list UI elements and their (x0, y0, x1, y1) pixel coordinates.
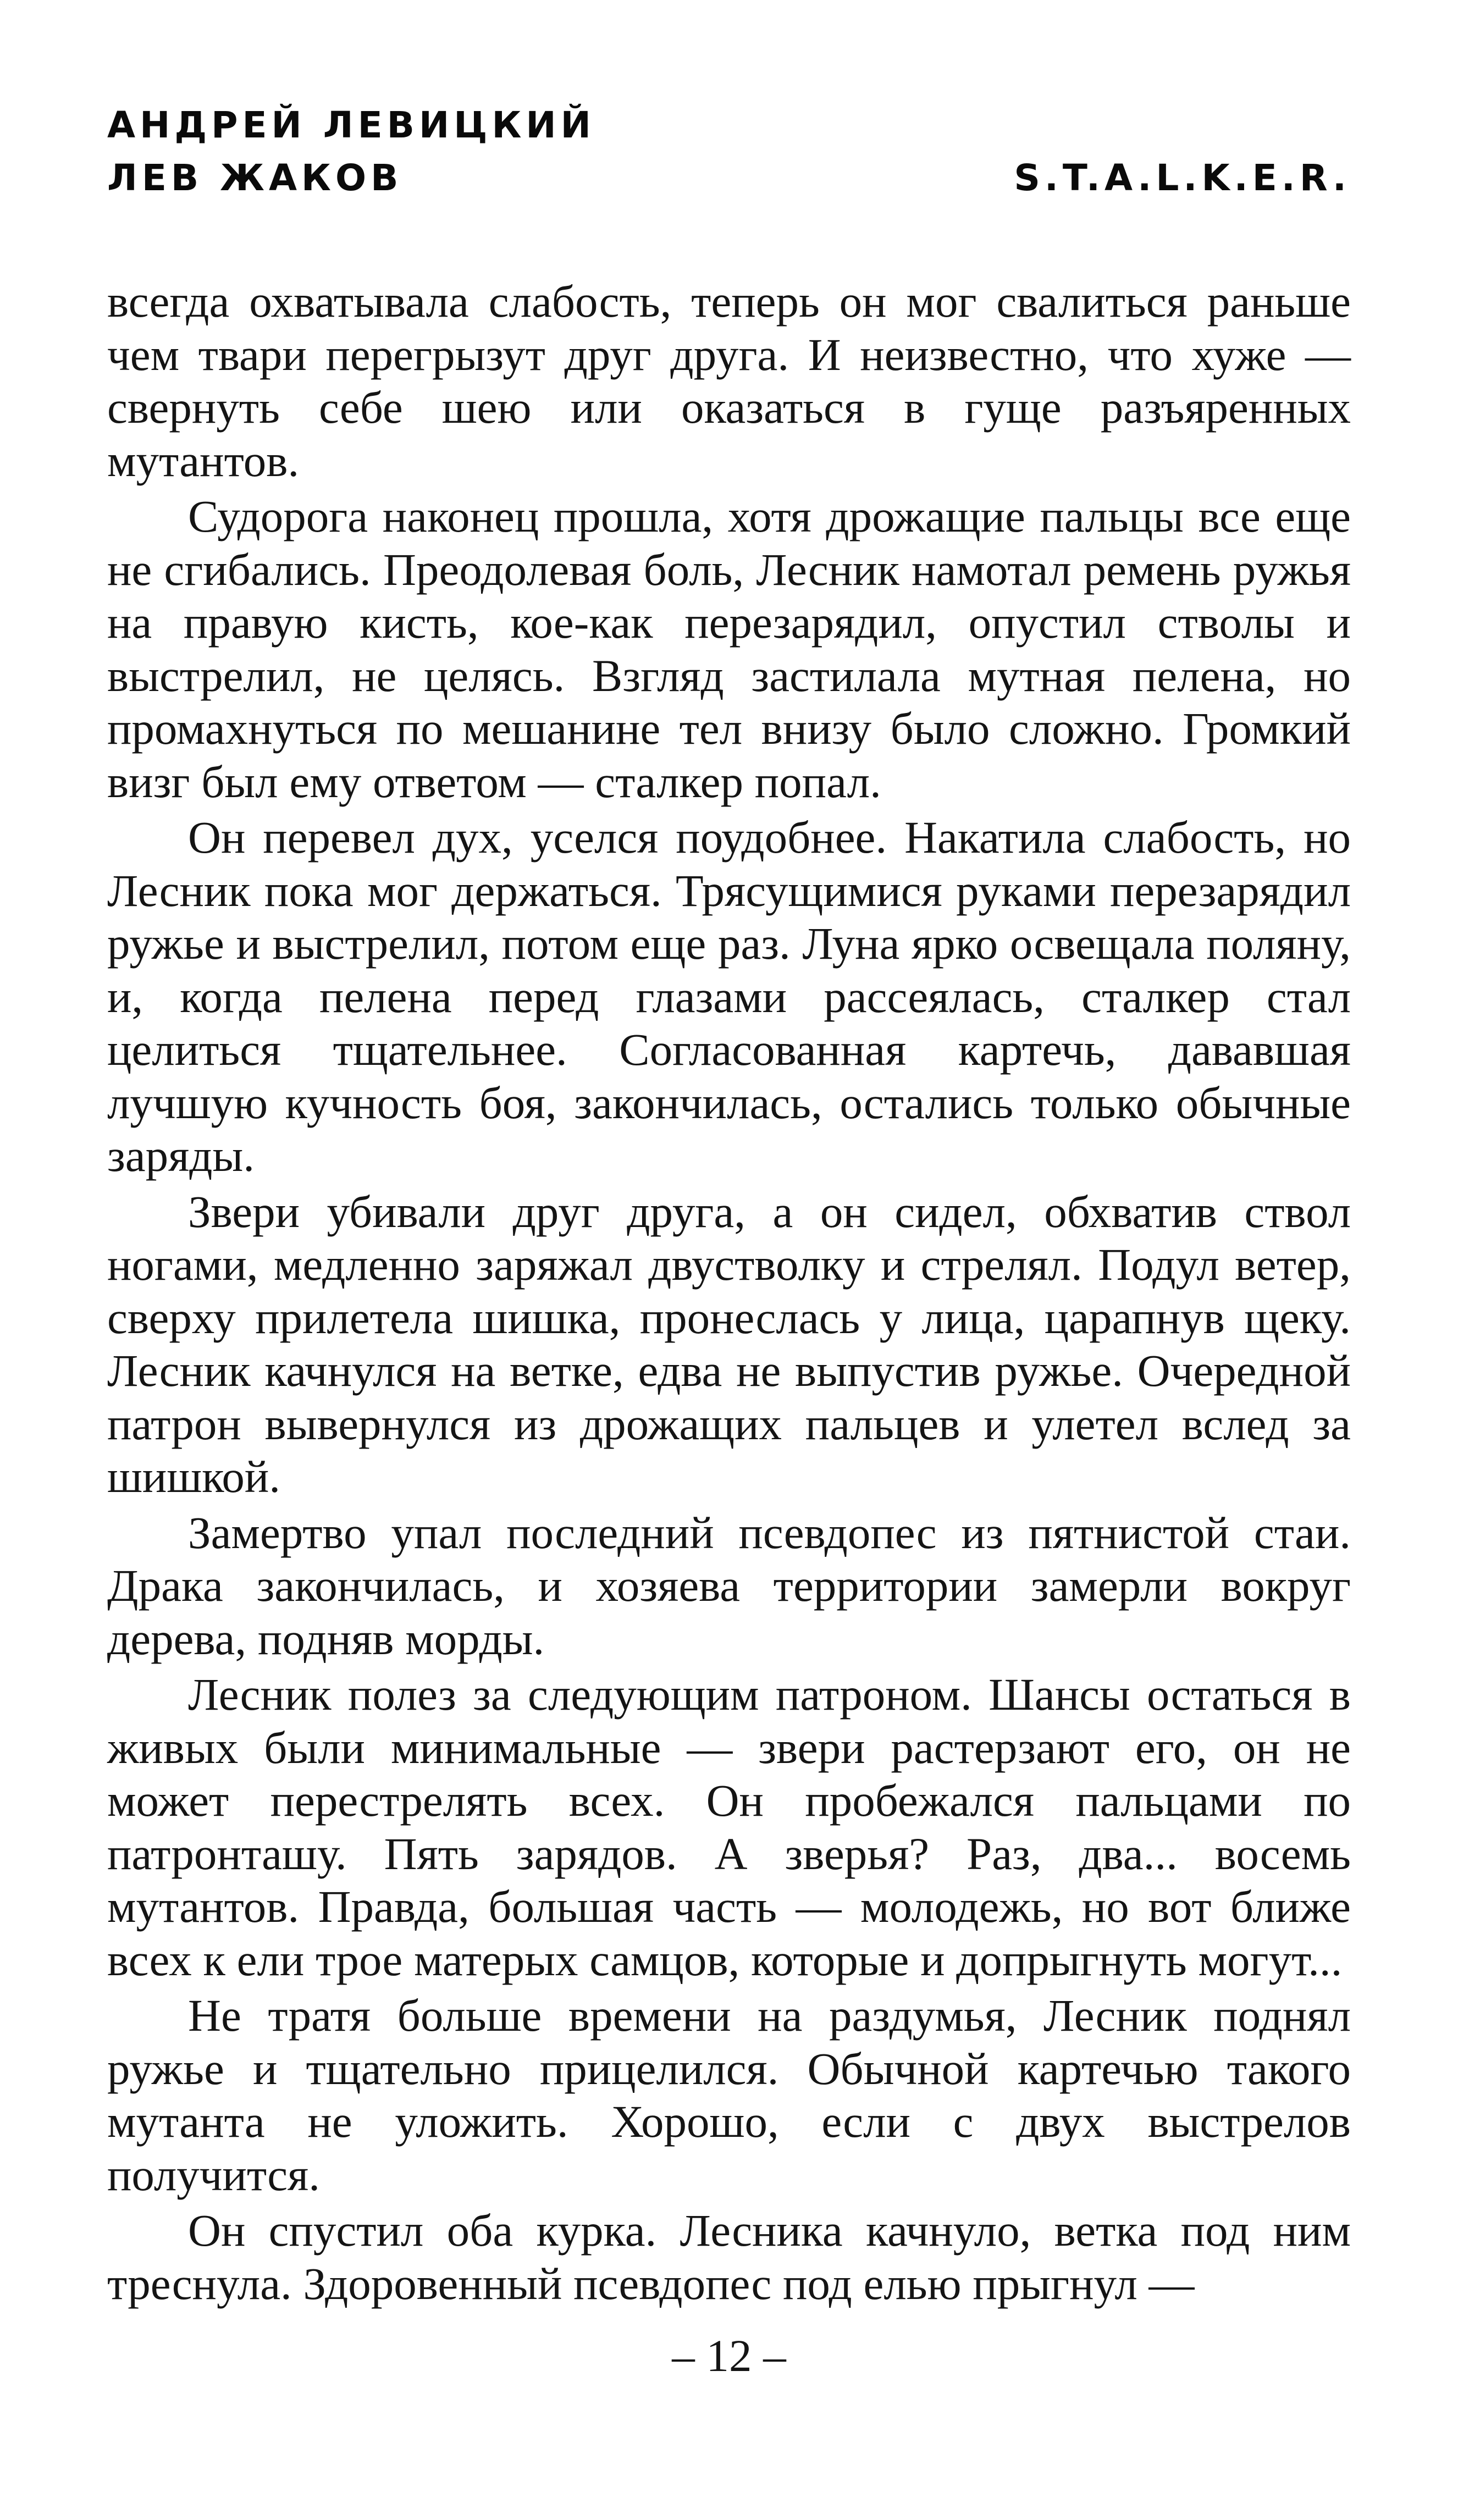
paragraph: всегда охватывала слабость, теперь он мог свалиться раньше чем твари перегрызут друг друга. И неизвестно, что хуже — свернуть себе шею или оказаться в гуще разъяренных мутантов. (107, 276, 1351, 486)
author-name: ЛЕВ ЖАКОВ (107, 157, 403, 199)
paragraph: Лесник полез за следующим патроном. Шансы остаться в живых были минимальные — звери растерзают его, он не может перестрелять всех. Он пробежался пальцами по патронташу. Пять зарядов. А зверья? Раз, два... восемь мутантов. Правда, большая часть — молодежь, но вот ближе всех к ели трое матерых самцов, которые и допрыгнуть могут... (107, 1669, 1351, 1985)
paragraph: Не тратя больше времени на раздумья, Лесник поднял ружье и тщательно прицелился. Обычной картечью такого мутанта не уложить. Хорошо, если с двух выстрелов получится. (107, 1990, 1351, 2200)
paragraph: Звери убивали друг друга, а он сидел, обхватив ствол ногами, медленно заряжал двустволку и стрелял. Подул ветер, сверху прилетела шишка, пронеслась у лица, царапнув щеку. Лесник качнулся на ветке, едва не выпустив ружье. Очередной патрон вывернулся из дрожащих пальцев и улетел вслед за шишкой. (107, 1186, 1351, 1502)
paragraph: Он спустил оба курка. Лесника качнуло, ветка под ним треснула. Здоровенный псевдопес под елью прыгнул — (107, 2205, 1351, 2309)
body-text (107, 275, 1351, 2310)
paragraph: Судорога наконец прошла, хотя дрожащие пальцы все еще не сгибались. Преодолевая боль, Лесник намотал ремень ружья на правую кисть, кое-как перезарядил, опустил стволы и выстрелил, не целясь. Взгляд застилала мутная пелена, но промахнуться по мешанине тел внизу было сложно. Громкий визг был ему ответом — сталкер попал. (107, 491, 1351, 807)
authors-block (107, 99, 595, 205)
series-title: S.T.A.L.K.E.R. (1014, 157, 1351, 199)
author-name: АНДРЕЙ ЛЕВИЦКИЙ (107, 104, 595, 146)
page-number: – 12 – (672, 2330, 786, 2381)
paragraph: Замертво упал последний псевдопес из пятнистой стаи. Драка закончилась, и хозяева территории замерли вокруг дерева, подняв морды. (107, 1507, 1351, 1664)
paragraph: Он перевел дух, уселся поудобнее. Накатила слабость, но Лесник пока мог держаться. Трясущимися руками перезарядил ружье и выстрелил, потом еще раз. Луна ярко освещала поляну, и, когда пелена перед глазами рассеялась, сталкер стал целиться тщательнее. Согласованная картечь, дававшая лучшую кучность боя, закончилась, остались только обычные заряды. (107, 812, 1351, 1181)
